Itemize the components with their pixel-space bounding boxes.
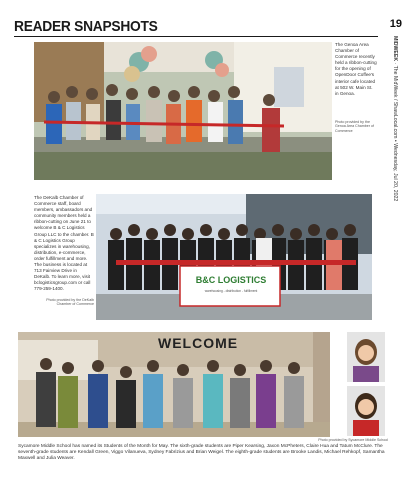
student-portrait-top-illustration: [347, 332, 385, 382]
welcome-sign: WELCOME: [158, 335, 239, 351]
side-strip: [392, 36, 404, 206]
side-publication: MIDWEEK: [392, 36, 398, 62]
ribbon-cutting-caption: The Genoa Area Chamber of Commerce recently held a ribbon-cutting for the opening of OpenDoor Coffee's interior cafe located at 502 W. Main St. in Genoa.: [335, 42, 377, 96]
ribbon-cutting-photo: [34, 42, 332, 180]
ribbon-cutting-credit: Photo provided by the Genoa Area Chamber of Commerce: [335, 120, 374, 133]
logistics-banner-title: B&C LOGISTICS: [195, 275, 267, 285]
logistics-banner-sub: warehousing - distribution - fulfillment: [204, 289, 258, 293]
ribbon-cutting-illustration: [34, 42, 332, 180]
students-photo: [18, 332, 330, 437]
student-portrait-bottom: [347, 386, 385, 436]
page-title: READER SNAPSHOTS: [14, 18, 158, 35]
side-separator-1: ·: [392, 62, 398, 66]
student-portrait-top: [347, 332, 385, 382]
student-portrait-bottom-illustration: [347, 386, 385, 436]
side-separator-2: •: [392, 139, 398, 144]
page-number: 19: [389, 18, 402, 30]
students-caption: Sycamore Middle School has named its Students of the Month for May. The sixth-grade students are Piper Kearsing, Jaxon McPheters, Claire Hua and Tatum McClure. The seventh-grade students are Kendall Green, Viggo Vilanueva, Sydney Fabrizius and Brian Weigel. The eighth-grade students are Brooke Landis, Michael Rehkopf, Samantha Maxwell and Julia Weaver.: [18, 444, 385, 462]
side-date: Wednesday, Jul 20, 2022: [392, 143, 398, 202]
logistics-group-photo: [96, 194, 372, 320]
side-site: The MidWeek / ShawLocal.com: [392, 65, 398, 139]
side-publication-line: [392, 36, 398, 201]
logistics-caption: The DeKalb Chamber of Commerce staff, board members, ambassadors and community members held a ribbon-cutting on June 21 to welcome B & C Logistics Group LLC to the chamber. B & C Logistics Group specializes in warehousing, distribution, e-commerce, order fulfillment and more. The business is located at 713 Fairview Drive in DeKalb. To learn more, visit bclogisticsgroup.com or call 779-259-1400.: [34, 195, 94, 292]
logistics-group-illustration: [96, 194, 372, 320]
title-rule: [14, 36, 378, 37]
students-credit: Photo provided by Sycamore Middle School: [318, 438, 388, 442]
logistics-credit: Photo provided by the DeKalb Chamber of Commerce: [46, 298, 94, 307]
